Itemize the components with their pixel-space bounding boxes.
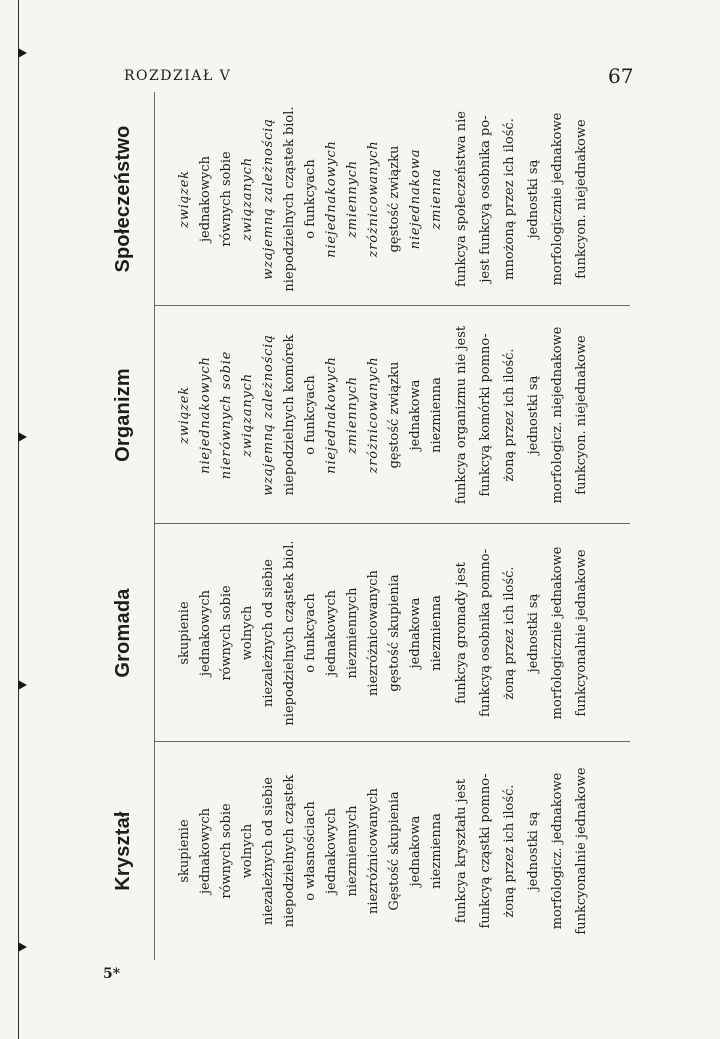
heading-rule: [154, 742, 155, 960]
table-cell-line: skupienie: [177, 819, 192, 883]
binding-mark: [18, 942, 27, 952]
column-divider: [154, 523, 630, 524]
heading-rule: [154, 524, 155, 742]
table-cell-line: równych sobie: [219, 151, 234, 247]
table-cell-line: jednakowych: [198, 156, 213, 242]
comparison-table: [92, 92, 630, 960]
table-cell-line: funkcyą komórki pomno-: [478, 333, 493, 497]
table-cell-line: niezróżnicowanych: [366, 570, 381, 696]
table-cell-line: niezależnych od siebie: [261, 777, 276, 926]
column-heading: Kryształ: [112, 811, 134, 891]
table-column: [92, 742, 630, 960]
table-cell-line: niezmienna: [429, 595, 444, 671]
table-cell-line: niezmienna: [429, 813, 444, 889]
table-cell-line: jednakowa: [408, 597, 423, 669]
signature-mark: 5*: [103, 966, 121, 982]
heading-rule: [154, 92, 155, 306]
table-cell-line: funkcya organizmu nie jest: [454, 325, 469, 505]
column-divider: [154, 741, 630, 742]
table-cell-line: mnożoną przez ich ilość.: [502, 118, 517, 280]
table-cell-line: żoną przez ich ilość.: [502, 566, 517, 700]
table-cell-line: wolnych: [240, 823, 255, 879]
table-column: [92, 524, 630, 742]
table-cell-line: funkcyą osobnika pomno-: [478, 549, 493, 717]
table-cell-line: funkcya kryształu jest: [454, 778, 469, 924]
table-cell-line: jednostki są: [526, 811, 541, 891]
table-cell-line: jednostki są: [526, 159, 541, 239]
table-cell-line: związanych: [240, 373, 255, 457]
table-cell-line: jest funkcyą osobnika po-: [478, 115, 493, 283]
table-cell-line: jednakowych: [324, 808, 339, 894]
table-cell-line: funkcyonalnie jednakowe: [574, 767, 589, 935]
table-cell-line: jednakowych: [198, 590, 213, 676]
binding-mark: [18, 48, 27, 58]
table-cell-line: niepodzielnych cząstek: [282, 774, 297, 928]
table-cell-line: o własnościach: [303, 801, 318, 901]
table-cell-line: o funkcyach: [303, 593, 318, 673]
table-cell-line: niepodzielnych cząstek biol.: [282, 540, 297, 726]
table-cell-line: niepodzielnych cząstek biol.: [282, 106, 297, 292]
table-cell-line: niezależnych od siebie: [261, 559, 276, 708]
table-cell-line: zmienna: [429, 168, 444, 230]
table-cell-line: gęstość związku: [387, 145, 402, 253]
table-cell-line: niejednakowa: [408, 148, 423, 250]
table-cell-line: niezmiennych: [345, 805, 360, 897]
table-cell-line: równych sobie: [219, 803, 234, 899]
table-cell-line: niejednakowych: [324, 356, 339, 474]
table-cell-line: morfologicznie jednakowe: [550, 112, 565, 286]
table-cell-line: niejednakowych: [198, 356, 213, 474]
table-cell-line: związanych: [240, 157, 255, 241]
table-cell-line: gęstość skupienia: [387, 574, 402, 692]
table-cell-line: związek: [177, 170, 192, 228]
table-cell-line: zmiennych: [345, 160, 360, 238]
table-cell-line: niezmiennych: [345, 587, 360, 679]
column-divider: [154, 305, 630, 306]
table-cell-line: wolnych: [240, 605, 255, 661]
table-cell-line: równych sobie: [219, 585, 234, 681]
table-cell-line: zróżnicowanych: [366, 356, 381, 474]
column-heading: Organizm: [112, 368, 134, 462]
table-cell-line: żoną przez ich ilość.: [502, 784, 517, 918]
table-cell-line: morfologicz. jednakowe: [550, 772, 565, 930]
table-cell-line: morfologicznie jednakowe: [550, 546, 565, 720]
table-cell-line: niezmienna: [429, 377, 444, 453]
table-cell-line: związek: [177, 386, 192, 444]
table-cell-line: funkcyą cząstki pomno-: [478, 773, 493, 929]
binding-mark: [18, 432, 27, 442]
table-cell-line: funkcya gromady jest: [454, 562, 469, 704]
table-cell-line: niepodzielnych komórek: [282, 334, 297, 496]
table-cell-line: funkcyonalnie jednakowe: [574, 549, 589, 717]
table-cell-line: skupienie: [177, 601, 192, 665]
table-cell-line: zmiennych: [345, 376, 360, 454]
table-cell-line: jednakowa: [408, 815, 423, 887]
table-cell-line: Gęstość skupienia: [387, 791, 402, 911]
table-cell-line: o funkcyach: [303, 375, 318, 455]
table-cell-line: jednostki są: [526, 375, 541, 455]
running-head: ROZDZIAŁ V: [124, 68, 232, 84]
table-cell-line: morfologicz. niejednakowe: [550, 326, 565, 504]
table-column: [92, 92, 630, 306]
table-cell-line: funkcyon. niejednakowe: [574, 119, 589, 279]
column-heading: Społeczeństwo: [112, 125, 134, 273]
table-cell-line: jednakowych: [198, 808, 213, 894]
table-cell-line: jednostki są: [526, 593, 541, 673]
table-cell-line: o funkcyach: [303, 159, 318, 239]
table-cell-line: wzajemną zależnością: [261, 334, 276, 496]
table-cell-line: jednakowa: [408, 379, 423, 451]
table-cell-line: nierównych sobie: [219, 350, 234, 480]
table-cell-line: funkcyon. niejednakowe: [574, 335, 589, 495]
table-cell-line: niejednakowych: [324, 140, 339, 258]
table-cell-line: wzajemną zależnością: [261, 118, 276, 280]
binding-mark: [18, 680, 27, 690]
column-heading: Gromada: [112, 588, 134, 678]
table-column: [92, 306, 630, 524]
table-cell-line: funkcya społeczeństwa nie: [454, 111, 469, 287]
page-number: 67: [608, 64, 634, 88]
table-cell-line: gęstość związku: [387, 361, 402, 469]
binding-edge: [18, 0, 19, 1039]
table-cell-line: zróżnicowanych: [366, 140, 381, 258]
table-cell-line: żoną przez ich ilość.: [502, 348, 517, 482]
heading-rule: [154, 306, 155, 524]
table-cell-line: jednakowych: [324, 590, 339, 676]
table-cell-line: niezróżnicowanych: [366, 788, 381, 914]
